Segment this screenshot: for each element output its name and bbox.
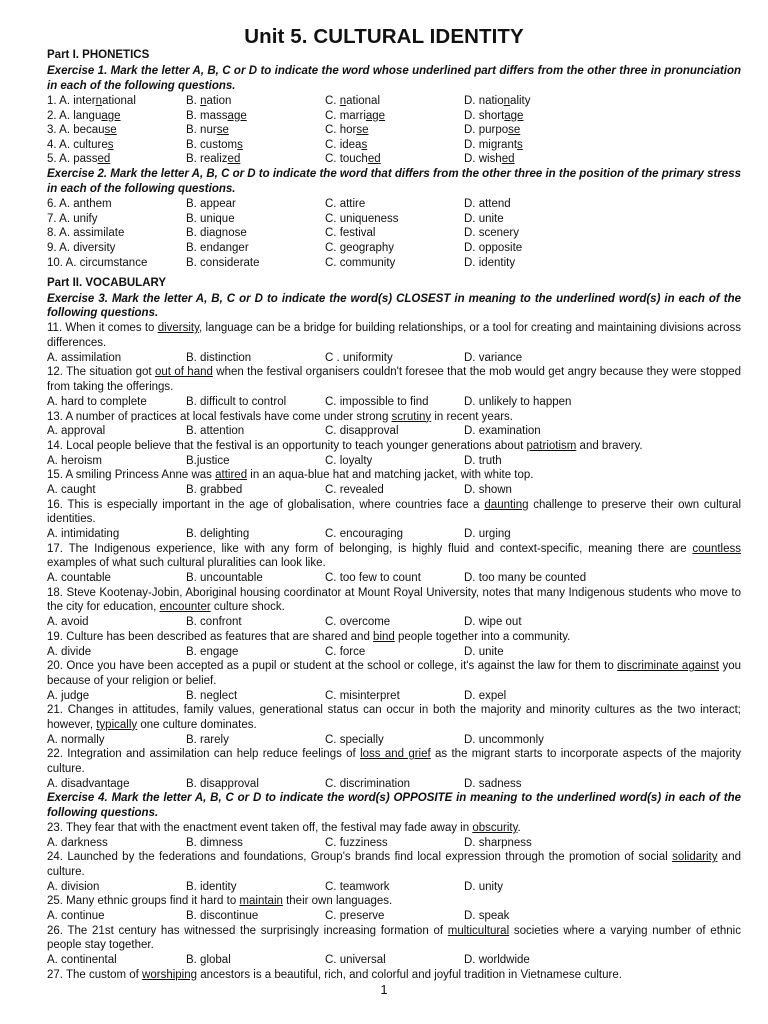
question-12-options: A. hard to complete B. difficult to control C. impossible to find D. unlikely to happen — [47, 395, 572, 408]
question-25-options: A. continue B. discontinue C. preserve D. speak — [47, 910, 510, 922]
question-23-stem: 23. They fear that with the enactment event taken off, the festival may fade away in obscurity. — [47, 822, 521, 834]
question-18-options: A. avoid B. confront C. overcome D. wipe out — [47, 616, 522, 628]
question-14-options: A. heroism B.justice C. loyalty D. truth — [47, 454, 502, 467]
question-8-options: 8. A. assimilate B. diagnose C. festival D. scenery — [47, 227, 519, 239]
page-number: 1 — [380, 982, 388, 997]
question-21-options: A. normally B. rarely C. specially D. uncommonly — [47, 733, 544, 746]
question-13-options: A. approval B. attention C. disapproval D. examination — [47, 425, 541, 437]
question-4-options: 4. A. cultures B. customs C. ideas D. migrants — [47, 138, 523, 151]
part1-heading: Part I. PHONETICS — [47, 49, 150, 61]
question-2-options: 2. A. language B. massage C. marriage D. shortage — [47, 109, 524, 122]
question-27-stem: 27. The custom of worshiping ancestors is a beautiful, rich, and colorful and joyful tradition in Vietnamese culture. — [47, 968, 622, 981]
question-15-stem: 15. A smiling Princess Anne was attired in an aqua-blue hat and matching jacket, with white top. — [47, 469, 534, 481]
question-25-stem: 25. Many ethnic groups find it hard to maintain their own languages. — [47, 895, 393, 907]
question-26-stem: 26. The 21st century has witnessed the surprisingly increasing formation of multicultural societies where a varying number of ethnic people stay together. — [47, 924, 741, 952]
question-6-options: 6. A. anthem B. appear C. attire D. attend — [47, 198, 511, 210]
question-18-stem: 18. Steve Kootenay-Jobin, Aboriginal housing coordinator at Mount Royal University, notes that many Indigenous students who move to the city for education, encounter culture shock. — [47, 586, 741, 614]
question-12-stem: 12. The situation got out of hand when the festival organisers couldn't foresee that the mob would get angry because they were stopped from taking the offerings. — [47, 366, 741, 393]
question-16-stem: 16. This is especially important in the age of globalisation, where countries face a daunting challenge to preserve their own cultural identities. — [47, 498, 742, 526]
part2-heading: Part II. VOCABULARY — [47, 277, 167, 289]
exercise3-instruction: Exercise 3. Mark the letter A, B, C or D to indicate the word(s) CLOSEST in meaning to the underlined word(s) in each of the following questions. — [47, 292, 741, 320]
question-23-options: A. darkness B. dimness C. fuzziness D. sharpness — [47, 836, 532, 849]
question-11-options: A. assimilation B. distinction C . uniformity D. variance — [47, 351, 523, 364]
question-19-options: A. divide B. engage C. force D. unite — [47, 645, 504, 658]
question-11-stem: 11. When it comes to diversity, language can be a bridge for building relationships, or a tool for creating and maintaining divisions across differences. — [47, 322, 741, 349]
question-7-options: 7. A. unify B. unique C. uniqueness D. unite — [47, 212, 504, 225]
question-17-options: A. countable B. uncountable C. too few to count D. too many be counted — [47, 572, 587, 584]
question-21-stem: 21. Changes in attitudes, family values, generational status can occur in both the majority and minority cultures as the two interact; however, typically one culture dominates. — [47, 704, 741, 731]
question-26-options: A. continental B. global C. universal D. worldwide — [47, 954, 530, 966]
question-19-stem: 19. Culture has been described as features that are shared and bind people together into a community. — [47, 630, 571, 643]
question-5-options: 5. A. passed B. realized C. touched D. wished — [47, 153, 515, 165]
question-3-options: 3. A. because B. nurse C. horse D. purpose — [47, 124, 521, 136]
page-title: Unit 5. CULTURAL IDENTITY — [244, 25, 524, 48]
question-14-stem: 14. Local people believe that the festival is an opportunity to teach younger generations about patriotism and bravery. — [47, 440, 643, 452]
question-20-stem: 20. Once you have been accepted as a pupil or student at the school or college, it's against the law for them to discriminate against you because of your religion or belief. — [47, 660, 741, 687]
question-17-stem: 17. The Indigenous experience, like with any form of belonging, is highly fluid and context-specific, meaning there are countless examples of what such cultural pluralities can look like. — [47, 542, 741, 570]
question-22-stem: 22. Integration and assimilation can help reduce feelings of loss and grief as the migrant starts to incorporate aspects of the majority culture. — [47, 748, 742, 775]
question-20-options: A. judge B. neglect C. misinterpret D. expel — [47, 689, 507, 702]
question-22-options: A. disadvantage B. disapproval C. discrimination D. sadness — [47, 777, 522, 790]
question-24-stem: 24. Launched by the federations and foundations, Group's brands find local expression through the promotion of social solidarity and culture. — [47, 851, 741, 878]
question-1-options: 1. A. international B. nation C. national D. nationality — [47, 95, 531, 107]
question-13-stem: 13. A number of practices at local festivals have come under strong scrutiny in recent years. — [47, 410, 513, 423]
question-9-options: 9. A. diversity B. endanger C. geography D. opposite — [47, 242, 523, 254]
exercise1-instruction: Exercise 1. Mark the letter A, B, C or D to indicate the word whose underlined part differs from the other three in pronunciation in each of the following questions. — [47, 65, 741, 92]
question-24-options: A. division B. identity C. teamwork D. unity — [47, 880, 503, 893]
question-10-options: 10. A. circumstance B. considerate C. community D. identity — [47, 257, 516, 269]
exercise4-instruction: Exercise 4. Mark the letter A, B, C or D to indicate the word(s) OPPOSITE in meaning to the underlined word(s) in each of the following questions. — [47, 792, 741, 819]
question-15-options: A. caught B. grabbed C. revealed D. shown — [47, 484, 512, 496]
question-16-options: A. intimidating B. delighting C. encouraging D. urging — [47, 528, 511, 540]
exercise2-instruction: Exercise 2. Mark the letter A, B, C or D to indicate the word that differs from the other three in the position of the primary stress in each of the following questions. — [47, 168, 741, 195]
